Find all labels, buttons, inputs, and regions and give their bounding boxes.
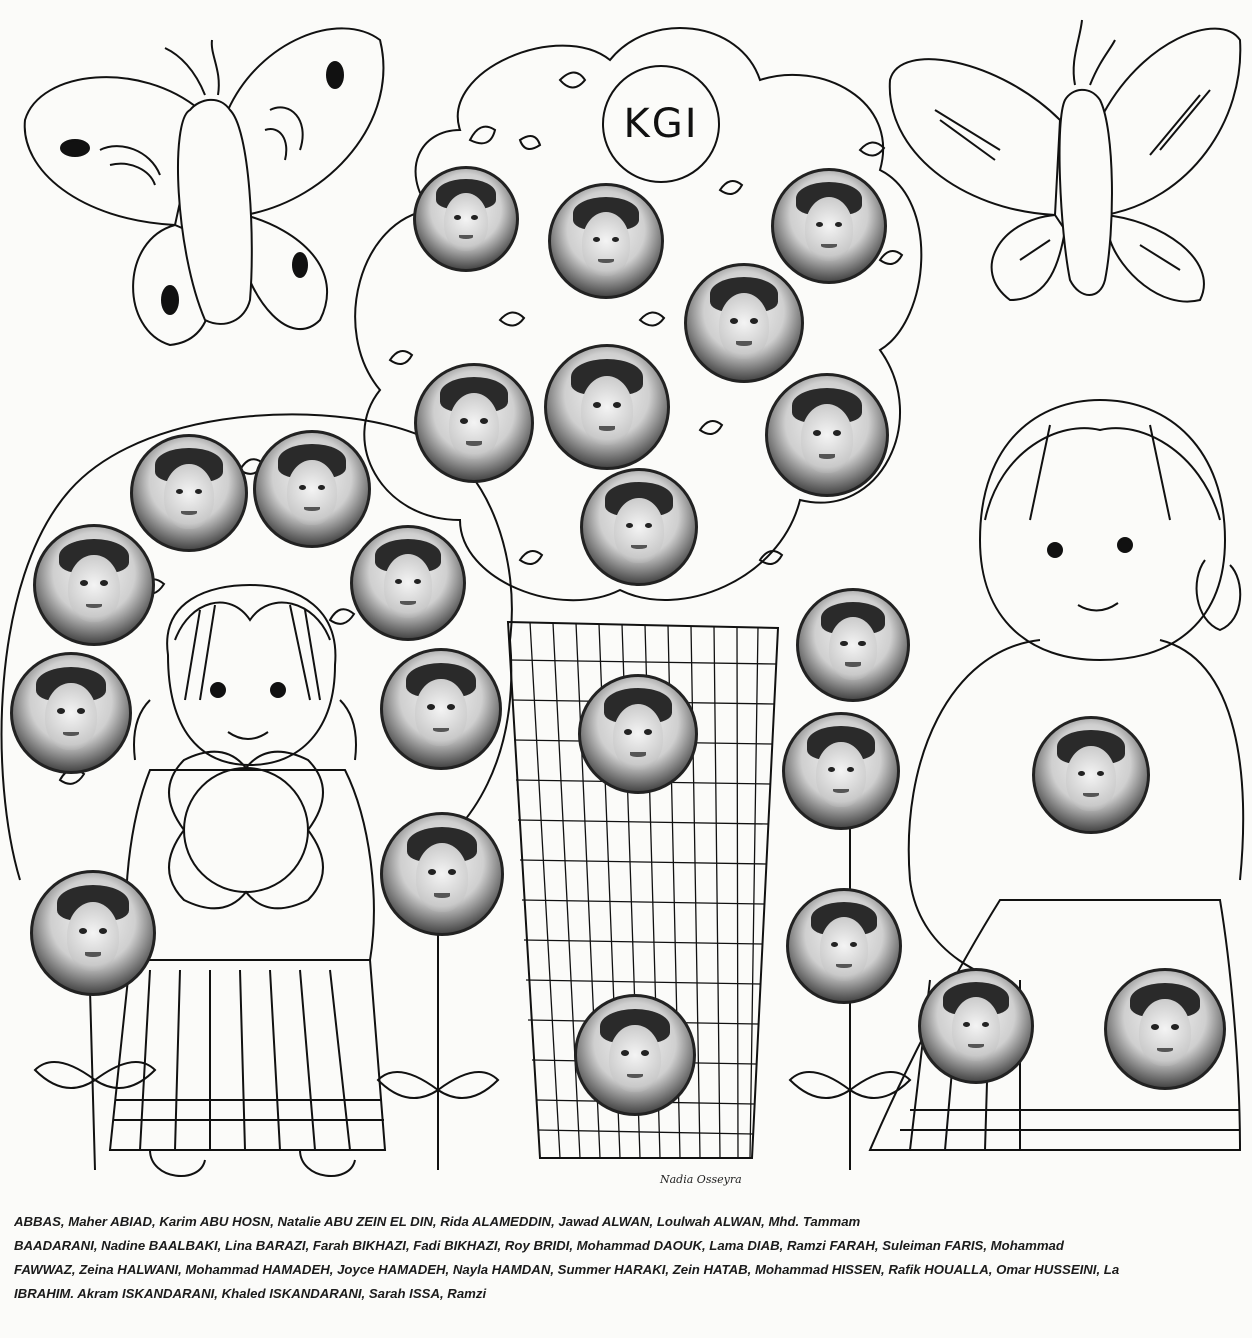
artist-signature: Nadia Osseyra xyxy=(660,1173,742,1186)
student-photo xyxy=(380,812,504,936)
student-photo xyxy=(380,648,502,770)
student-photo xyxy=(414,363,534,483)
student-photo xyxy=(130,434,248,552)
student-photo xyxy=(350,525,466,641)
student-photo xyxy=(782,712,900,830)
names-line: BAADARANI, Nadine BAALBAKI, Lina BARAZI, Farah BIKHAZI, Fadi BIKHAZI, Roy BRIDI, Mohammad DAOUK, Lama DIAB, Ramzi FARAH, Suleiman FARIS, Mohammad xyxy=(14,1238,1064,1253)
student-photo xyxy=(786,888,902,1004)
student-photo xyxy=(684,263,804,383)
names-line: FAWWAZ, Zeina HALWANI, Mohammad HAMADEH, Joyce HAMADEH, Nayla HAMDAN, Summer HARAKI, Zein HATAB, Mohammad HISSEN, Rafik HOUALLA, Omar HUSSEINI, La xyxy=(14,1262,1120,1277)
student-photo xyxy=(574,994,696,1116)
student-photo xyxy=(413,166,519,272)
student-photo xyxy=(30,870,156,996)
student-names-caption xyxy=(14,1210,1252,1306)
butterfly-right-icon xyxy=(890,20,1241,302)
class-label: KGI xyxy=(623,101,699,147)
student-photo xyxy=(796,588,910,702)
student-photo xyxy=(33,524,155,646)
student-photo xyxy=(10,652,132,774)
girl-left-figure xyxy=(110,585,385,1176)
names-line: IBRAHIM. Akram ISKANDARANI, Khaled ISKANDARANI, Sarah ISSA, Ramzi xyxy=(14,1286,487,1301)
student-photo xyxy=(1032,716,1150,834)
student-photo xyxy=(1104,968,1226,1090)
student-photo xyxy=(253,430,371,548)
student-photo xyxy=(771,168,887,284)
student-photo xyxy=(765,373,889,497)
student-photo xyxy=(580,468,698,586)
student-photo xyxy=(544,344,670,470)
student-photo xyxy=(918,968,1034,1084)
names-line: ABBAS, Maher ABIAD, Karim ABU HOSN, Natalie ABU ZEIN EL DIN, Rida ALAMEDDIN, Jawad ALWAN, Loulwah ALWAN, Mhd. Tammam xyxy=(14,1214,861,1229)
student-photo xyxy=(548,183,664,299)
student-photo xyxy=(578,674,698,794)
butterfly-left-icon xyxy=(25,28,384,345)
